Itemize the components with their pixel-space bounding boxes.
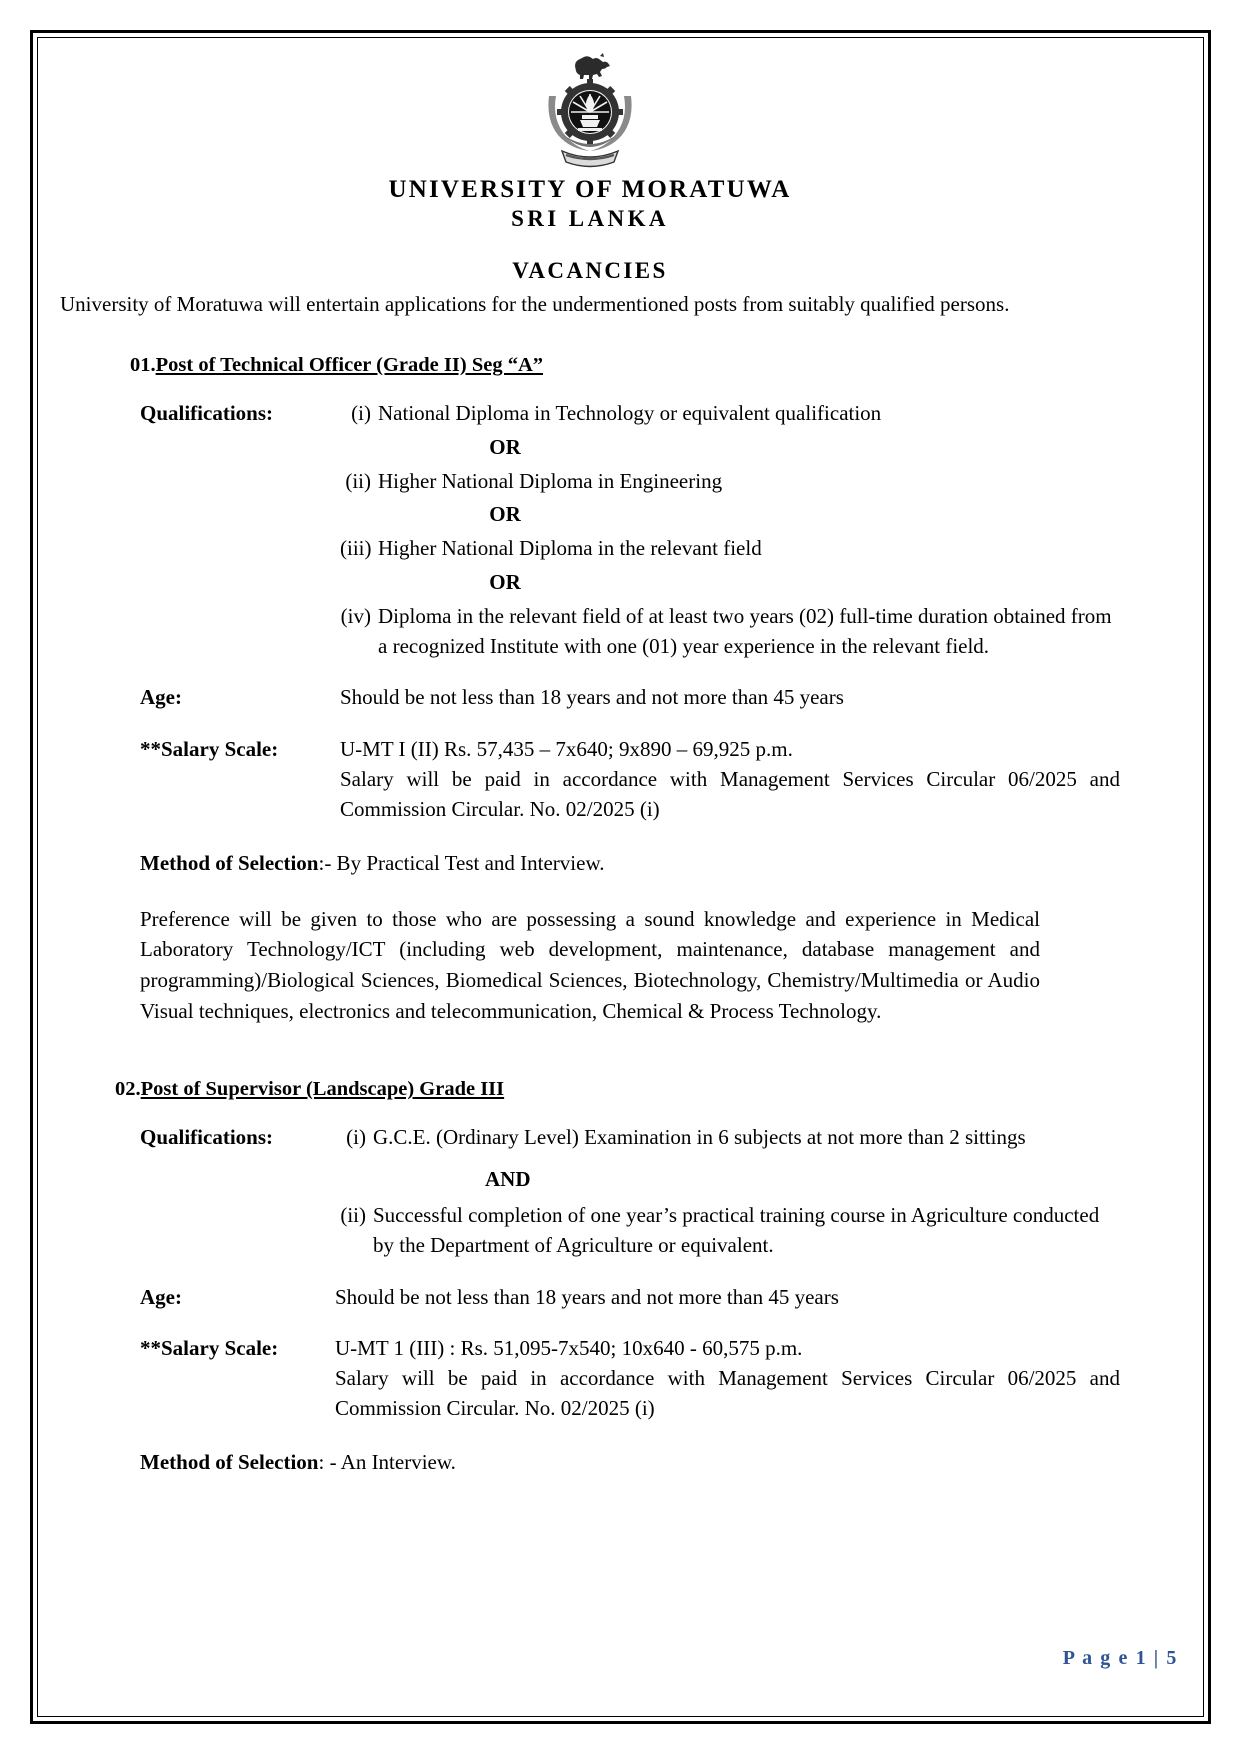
qualification-marker: (ii) (340, 1202, 366, 1227)
qualification-item (335, 1201, 1120, 1261)
salary-value-1: U-MT I (II) Rs. 57,435 – 7x640; 9x890 – 69,925 p.m. (340, 737, 793, 762)
age-value-2: Should be not less than 18 years and not more than 45 years (335, 1284, 839, 1309)
qualifications-row-1 (60, 399, 1120, 662)
university-crest-icon (542, 52, 638, 170)
page-footer: P a g e 1 | 5 (1062, 1647, 1178, 1669)
connector-and-1: AND (485, 1167, 531, 1192)
qualification-text: Successful completion of one year’s practical training course in Agriculture conducted by the Department of Agriculture or equivalent. (373, 1202, 1100, 1257)
age-row-2 (60, 1283, 1120, 1313)
qualification-text: National Diploma in Technology or equivalent qualification (378, 400, 882, 425)
salary-label-2: **Salary Scale: (140, 1336, 279, 1361)
qualification-item (340, 399, 1120, 429)
age-value-1: Should be not less than 18 years and not more than 45 years (340, 685, 844, 710)
salary-row-1 (60, 735, 1120, 824)
salary-row-2 (60, 1334, 1120, 1423)
connector-or-1: OR (489, 434, 521, 459)
age-row-1 (60, 683, 1120, 713)
method-label-1: Method of Selection (140, 850, 319, 875)
crest-container (60, 52, 1120, 175)
age-label-1: Age: (140, 685, 182, 710)
post-title-1: Post of Technical Officer (Grade II) Seg “A” (155, 353, 543, 376)
salary-value-block-2 (335, 1334, 1120, 1423)
page-title: VACANCIES (512, 258, 668, 284)
age-label-2: Age: (140, 1284, 182, 1309)
qualification-text: Higher National Diploma in the relevant field (378, 536, 762, 561)
post-heading-1 (130, 354, 1120, 377)
document-content (60, 52, 1120, 1475)
qualifications-label-1: Qualifications: (140, 400, 274, 425)
preference-paragraph-1: Preference will be given to those who are possessing a sound knowledge and experience in Medical Laboratory Technology/ICT (including web development, maintenance, database management and programming)/Biological Sciences, Biomedical Sciences, Biotechnology, Chemistry/Multimedia or Audio Visual techniques, electronics and telecommunication, Chemical & Process Technology. (140, 906, 1040, 1023)
university-name: UNIVERSITY OF MORATUWA (388, 176, 792, 203)
method-value-2: : - An Interview. (318, 1449, 456, 1474)
qualification-item (340, 467, 1120, 497)
salary-note-2: Salary will be paid in accordance with Management Services Circular 06/2025 and Commission Circular. No. 02/2025 (i) (335, 1366, 1120, 1420)
qualification-item (340, 534, 1120, 564)
intro-paragraph: University of Moratuwa will entertain applications for the undermentioned posts from suitably qualified persons. (60, 292, 1010, 317)
salary-label-1: **Salary Scale: (140, 737, 279, 762)
qualification-marker: (i) (351, 400, 371, 425)
salary-value-block-1 (340, 735, 1120, 824)
qualifications-list-1 (340, 399, 1120, 662)
qualification-item (340, 602, 1120, 662)
qualification-marker: (ii) (345, 468, 371, 493)
qualifications-list-2 (335, 1123, 1120, 1260)
method-value-1: :- By Practical Test and Interview. (318, 850, 605, 875)
qualification-text: G.C.E. (Ordinary Level) Examination in 6 subjects at not more than 2 sittings (373, 1125, 1026, 1150)
qualification-text: Diploma in the relevant field of at least two years (02) full-time duration obtained from a recognized Institute with one (01) year experience in the relevant field. (378, 603, 1112, 658)
method-of-selection-1 (140, 851, 1120, 876)
qualification-marker: (iii) (340, 536, 372, 561)
qualification-item (335, 1123, 1120, 1153)
qualifications-row-2 (60, 1123, 1120, 1260)
qualifications-label-2: Qualifications: (140, 1125, 274, 1150)
salary-note-1: Salary will be paid in accordance with Management Services Circular 06/2025 and Commission Circular. No. 02/2025 (i) (340, 767, 1120, 821)
post-number-2: 02. (115, 1078, 141, 1101)
country-name: SRI LANKA (511, 205, 669, 231)
qualification-marker: (iv) (340, 603, 371, 628)
post-heading-2 (115, 1078, 1120, 1101)
connector-or-2: OR (489, 502, 521, 527)
post-title-2: Post of Supervisor (Landscape) Grade III (140, 1078, 505, 1101)
qualification-text: Higher National Diploma in Engineering (378, 468, 723, 493)
salary-value-2: U-MT 1 (III) : Rs. 51,095-7x540; 10x640 - 60,575 p.m. (335, 1336, 803, 1361)
method-of-selection-2 (140, 1450, 1120, 1475)
post-number-1: 01. (130, 353, 156, 376)
qualification-marker: (i) (346, 1125, 366, 1150)
method-label-2: Method of Selection (140, 1449, 319, 1474)
connector-or-3: OR (489, 569, 521, 594)
